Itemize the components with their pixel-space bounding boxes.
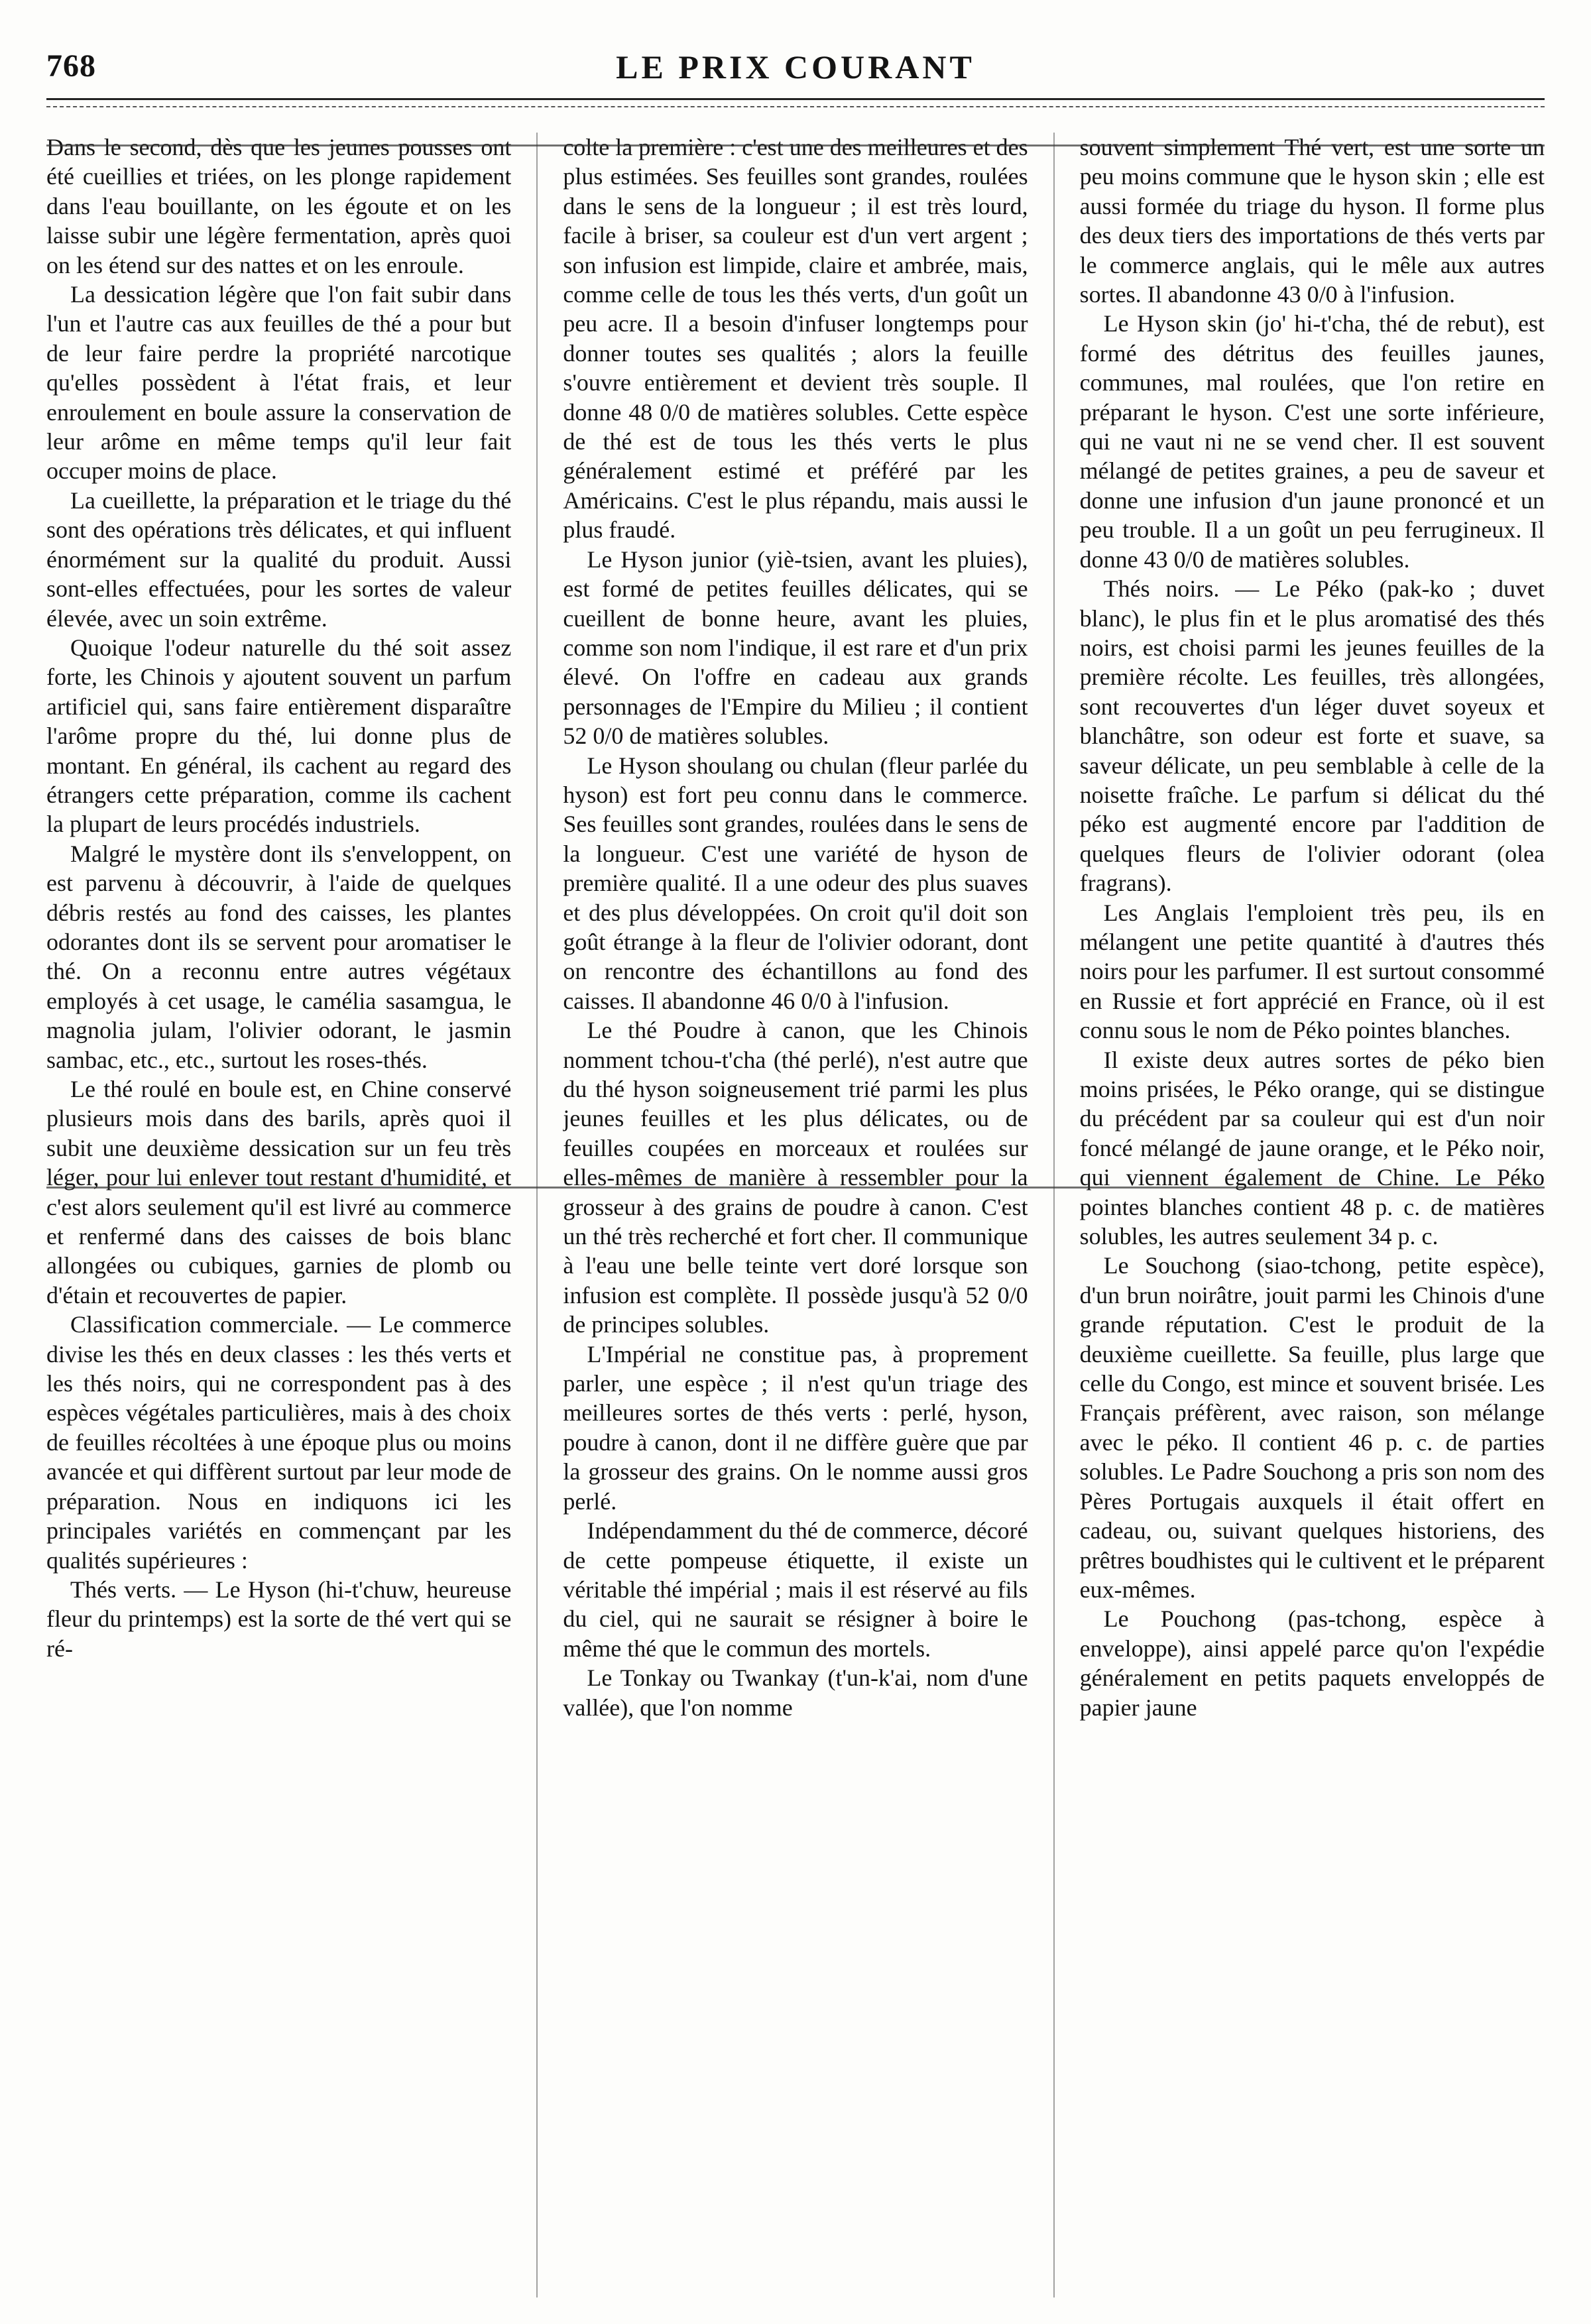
paragraph: La cueillette, la préparation et le triage du thé sont des opérations très délicates, et qui influent énormément sur la qualité du produit. Aussi sont-elles effectuées, pour les sortes de valeur élevée, avec un soin extrême. [46,487,512,632]
paragraph: Le Pouchong (pas-tchong, espèce à enveloppe), ainsi appelé parce qu'on l'expédie généralement en petits paquets enveloppés de papier jaune [1079,1605,1545,1721]
paragraph: Le Hyson skin (jo' hi-t'cha, thé de rebut), est formé des détritus des feuilles jaunes, communes, mal roulées, que l'on retire en préparant le hyson. C'est une sorte inférieure, qui ne vaut ni ne se vend cher. Il est souvent mélangé de petites graines, a peu de saveur et donne une infusion d'un jaune prononcé et un peu trouble. Il a un goût un peu ferrugineux. Il donne 43 0/0 de matières solubles. [1079,310,1545,573]
paragraph: L'Impérial ne constitue pas, à proprement parler, une espèce ; il n'est qu'un triage des meilleures sortes de thés verts : perlé, hyson, poudre à canon, dont il ne diffère guère que par la grosseur des grains. On le nomme aussi gros perlé. [563,1340,1028,1515]
paragraph: souvent simplement Thé vert, est une sorte un peu moins commune que le hyson skin ; elle est aussi formée du triage du hyson. Il forme plus des deux tiers des importations de thés verts par le commerce anglais, qui le mêle aux autres sortes. Il abandonne 43 0/0 à l'infusion. [1079,134,1545,308]
column-3 [1080,133,1545,2297]
paragraph: Le thé Poudre à canon, que les Chinois nomment tchou-t'cha (thé perlé), n'est autre que du thé hyson soigneusement trié parmi les plus jeunes feuilles et les plus délicates, ou de feuilles coupées en morceaux et roulées sur elles-mêmes de manière à ressembler pour la grosseur à des grains de poudre à canon. C'est un thé très recherché et fort cher. Il communique à l'eau une belle teinte vert doré lorsque son infusion est complète. Il possède jusqu'à 52 0/0 de principes solubles. [563,1017,1028,1338]
paragraph: Malgré le mystère dont ils s'enveloppent, on est parvenu à découvrir, à l'aide de quelques débris restés au fond des caisses, les plantes odorantes dont ils se servent pour aromatiser le thé. On a reconnu entre autres végétaux employés à cet usage, le camélia sasamgua, le magnolia julam, l'olivier odorant, le jasmin sambac, etc., etc., surtout les roses-thés. [46,840,512,1073]
page-header [46,48,1545,94]
paragraph: Thés noirs. — Le Péko (pak-ko ; duvet blanc), le plus fin et le plus aromatisé des thés noirs, est choisi parmi les jeunes feuilles de la première récolte. Les feuilles, très allongées, sont recouvertes d'un léger duvet soyeux et blanchâtre, son odeur est forte et suave, sa saveur délicate, un peu semblable à celle de la noisette fraîche. Le parfum si délicat du thé péko est augmenté encore par l'addition de quelques fleurs de l'olivier odorant (olea fragrans). [1079,575,1545,897]
paragraph: Il existe deux autres sortes de péko bien moins prisées, le Péko orange, qui se distingue du précédent par sa couleur qui est d'un noir foncé mélangé de jaune orange, et le Péko noir, qui viennent également de Chine. Le Péko pointes blanches contient 48 p. c. de matières solubles, les autres seulement 34 p. c. [1079,1046,1545,1250]
paragraph: Le Hyson junior (yiè-tsien, avant les pluies), est formé de petites feuilles délicates, qui se cueillent de bonne heure, avant les pluies, comme son nom l'indique, il est rare et d'un prix élevé. On l'offre en cadeau aux grands personnages de l'Empire du Milieu ; il contient 52 0/0 de matières solubles. [563,546,1028,750]
paragraph: Le Souchong (siao-tchong, petite espèce), d'un brun noirâtre, jouit parmi les Chinois d'une grande réputation. C'est le produit de la deuxième cueillette. Sa feuille, plus large que celle du Congo, est mince et souvent brisée. Les Français préfèrent, avec raison, son mélange avec le péko. Il contient 46 p. c. de parties solubles. Le Padre Souchong a pris son nom des Pères Portugais auxquels il était offert en cadeau, ou, suivant quelques historiens, des prêtres boudhistes qui le cultivent et le préparent eux-mêmes. [1079,1252,1545,1603]
paragraph: Classification commerciale. — Le commerce divise les thés en deux classes : les thés verts et les thés noirs, qui ne correspondent pas à des espèces végétales particulières, mais à des choix de feuilles récoltées à une époque plus ou moins avancée et qui diffèrent surtout par leur mode de préparation. Nous en indiquons ici les principales variétés en commençant par les qualités supérieures : [46,1311,512,1574]
paragraph: La dessication légère que l'on fait subir dans l'un et l'autre cas aux feuilles de thé a pour but de leur faire perdre la propriété narcotique qu'elles possèdent à l'état frais, et leur enroulement en boule assure la conservation de leur arôme en même temps qu'il leur fait occuper moins de place. [46,281,512,485]
paragraph: Dans le second, dès que les jeunes pousses ont été cueillies et triées, on les plonge rapidement dans l'eau bouillante, on les égoute et on les laisse subir une légère fermentation, après quoi on les étend sur des nattes et on les enroule. [46,134,512,278]
fold-line-middle [46,1187,1545,1189]
column-1 [46,133,511,2297]
fold-line-top [46,145,1545,146]
column-2 [563,133,1028,2297]
paragraph: colte la première : c'est une des meilleures et des plus estimées. Ses feuilles sont grandes, roulées dans le sens de la longueur ; il est très lourd, facile à briser, sa couleur est d'un vert argent ; son infusion est limpide, claire et ambrée, mais, comme celle de tous les thés verts, d'un goût un peu acre. Il a besoin d'infuser longtemps pour donner toutes ses qualités ; alors la feuille s'ouvre entièrement et devient très souple. Il donne 48 0/0 de matières solubles. Cette espèce de thé est de tous les thés verts le plus généralement estimé et préféré par les Américains. C'est le plus répandu, mais aussi le plus fraudé. [563,134,1028,544]
paragraph: Les Anglais l'emploient très peu, ils en mélangent une petite quantité à d'autres thés noirs pour les parfumer. Il est surtout consommé en Russie et fort apprécié en France, où il est connu sous le nom de Péko pointes blanches. [1079,899,1545,1044]
paragraph: Le thé roulé en boule est, en Chine conservé plusieurs mois dans des barils, après quoi il subit une deuxième dessication sur un feu très léger, pour lui enlever tout restant d'humidité, et c'est alors seulement qu'il est livré au commerce et renfermé dans des caisses de bois blanc allongées ou cubiques, garnies de plomb ou d'étain et recouvertes de papier. [46,1076,512,1308]
header-rule [46,98,1545,100]
paragraph: Indépendamment du thé de commerce, décoré de cette pompeuse étiquette, il existe un véritable thé impérial ; mais il est réservé au fils du ciel, qui ne saurait se résigner à boire le même thé que le commun des mortels. [563,1517,1028,1662]
paragraph: Le Tonkay ou Twankay (t'un-k'ai, nom d'une vallée), que l'on nomme [563,1664,1028,1721]
running-title: LE PRIX COURANT [616,48,975,86]
paragraph: Le Hyson shoulang ou chulan (fleur parlée du hyson) est fort peu connu dans le commerce. Ses feuilles sont grandes, roulées dans le sens de la longueur. C'est une variété de hyson de première qualité. Il a une odeur des plus suaves et des plus développées. On croit qu'il doit son goût étrange à la fleur de l'olivier odorant, dont on rencontre des échantillons au fond des caisses. Il abandonne 46 0/0 à l'infusion. [563,752,1028,1014]
column-divider [1053,133,1055,2297]
text-columns [46,133,1545,2297]
paragraph: Thés verts. — Le Hyson (hi-t'chuw, heureuse fleur du printemps) est la sorte de thé vert qui se ré- [46,1576,512,1662]
header-rule-dashed [46,106,1545,107]
column-divider [536,133,538,2297]
page-number: 768 [46,48,96,84]
paragraph: Quoique l'odeur naturelle du thé soit assez forte, les Chinois y ajoutent souvent un parfum artificiel qui, sans faire entièrement disparaître l'arôme propre du thé, lui donne plus de montant. En général, ils cachent au regard des étrangers cette préparation, comme ils cachent la plupart de leurs procédés industriels. [46,634,512,838]
